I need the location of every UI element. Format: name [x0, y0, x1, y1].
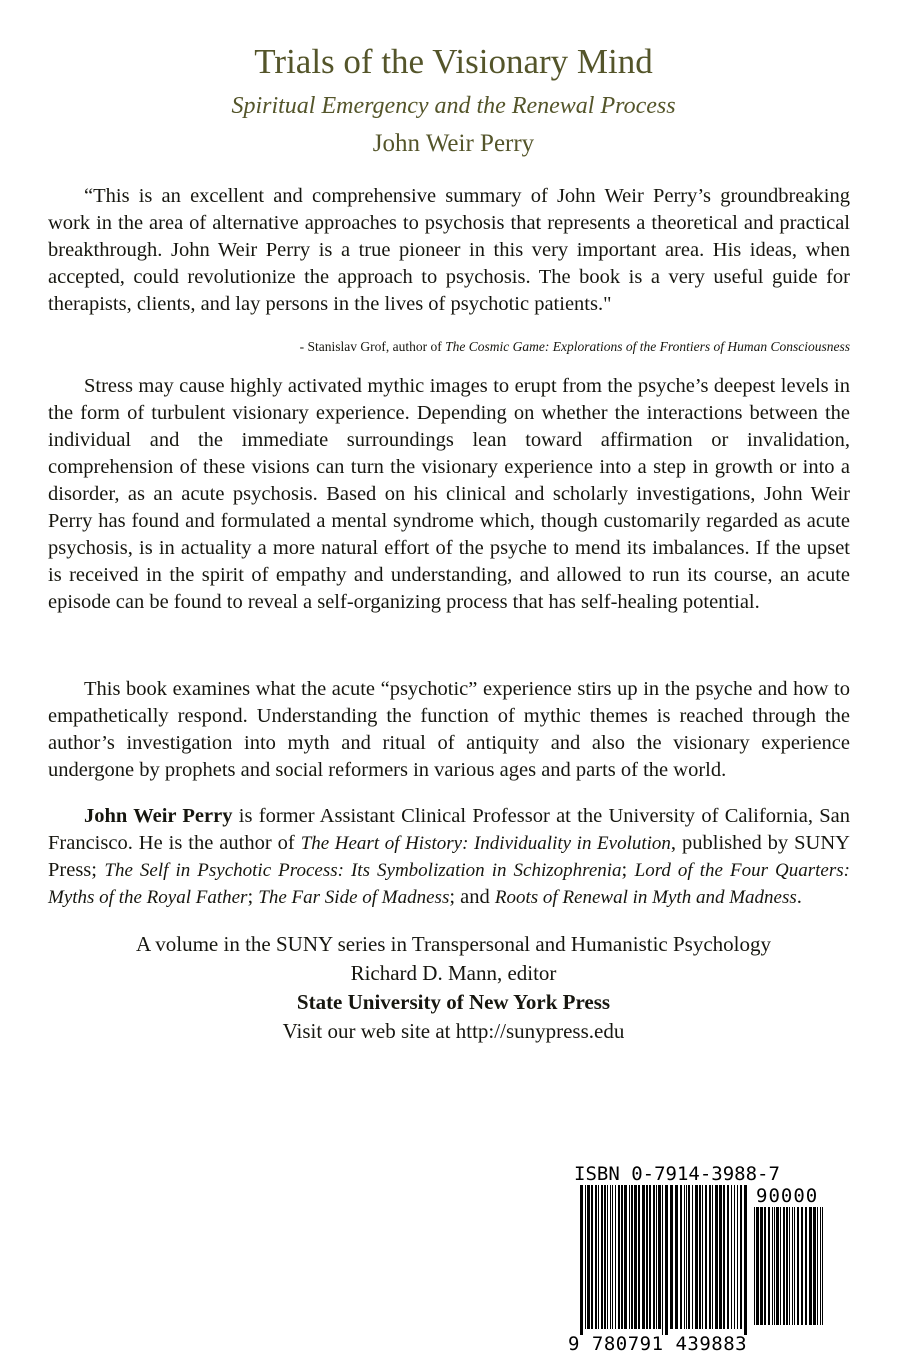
series-editor: Richard D. Mann, editor — [350, 961, 557, 985]
barcode-bar — [699, 1185, 701, 1329]
barcode-bar — [688, 1185, 690, 1329]
barcode-bar — [656, 1185, 657, 1329]
barcode-bar — [612, 1185, 613, 1329]
endorsement-quote: “This is an excellent and comprehensive summary of John Weir Perry’s groundbreaking work in the area of alternative approaches to psychosis that represents a theoretical and practical breakthrough. John Weir Perry is a true pioneer in this very important area. His ideas, when accepted, could revolutionize the approach to psychosis. The book is a very useful guide for therapists, clients, and lay persons in the lives of psychotic patients." — [48, 185, 850, 315]
barcode-bar — [705, 1185, 707, 1329]
description-paragraph-1: Stress may cause highly activated mythic images to erupt from the psyche’s deepest levels in the form of turbulent visionary experience. Depending on whether the interactions between the individual and the immediate surroundings lean toward affirmation or invalidation, comprehension of these visions can turn the visionary experience into a step in growth or into a disorder, as an acute psychosis. Based on his clinical and scholarly investigations, John Weir Perry has found and formulated a mental syndrome which, though customarily regarded as acute psychosis, is in actuality a more natural effort of the psyche to mend its imbalances. If the upset is received in the spirit of empathy and understanding, and allowed to run its course, an acute episode can be found to reveal a self-organizing process that has self-healing potential. — [48, 375, 850, 613]
barcode-bar — [727, 1185, 729, 1329]
barcode-bar — [740, 1185, 742, 1329]
barcode-bar — [634, 1185, 637, 1329]
ean-number: 9 780791 439883 — [568, 1333, 748, 1355]
barcode-bar — [786, 1207, 788, 1325]
series-statement: A volume in the SUNY series in Transpersonal and Humanistic Psychology — [135, 932, 771, 956]
bio-text: . — [796, 886, 802, 908]
barcode-bar — [587, 1185, 590, 1329]
bio-text: ; and — [449, 886, 495, 908]
bio-text: is former Assistant Clinical Professor at the University of California, San Francisco. He is the author of — [48, 805, 850, 854]
book-title: Trials of the Visionary Mind — [254, 42, 653, 81]
bio-book-title: Lord of the Four Quarters: Myths of the Royal Father — [48, 860, 850, 908]
barcode-bar — [684, 1185, 685, 1329]
bio-book-title: Roots of Renewal in Myth and Madness — [494, 887, 797, 908]
barcode-bar — [715, 1185, 718, 1329]
barcode-bar — [817, 1207, 818, 1325]
barcode-bar — [820, 1207, 821, 1325]
barcode-bar — [783, 1207, 785, 1325]
barcode-bar — [695, 1185, 698, 1329]
bio-book-title: The Heart of History: Individuality in Evolution — [300, 833, 671, 854]
barcode-bar — [653, 1185, 655, 1329]
barcode-bar — [580, 1185, 583, 1335]
barcode-bar — [801, 1207, 803, 1325]
barcode-bar — [723, 1185, 725, 1329]
publisher-name: State University of New York Press — [296, 990, 611, 1014]
barcode-bar — [646, 1185, 648, 1329]
barcode-bar — [595, 1185, 597, 1329]
barcode-bar — [776, 1207, 779, 1325]
barcode-bar — [680, 1185, 682, 1329]
book-author: John Weir Perry — [372, 130, 535, 157]
bio-text: , published by SUNY Press; — [48, 832, 850, 881]
author-bio — [48, 803, 850, 911]
barcode-bar — [768, 1207, 770, 1325]
barcode-bar — [794, 1207, 795, 1325]
barcode-bar — [631, 1185, 633, 1329]
barcode-bar — [822, 1207, 823, 1325]
barcode-bar — [754, 1207, 755, 1325]
barcode-bar — [665, 1185, 668, 1335]
barcode-bar — [598, 1185, 599, 1329]
barcode-bar — [658, 1185, 661, 1329]
barcode-bar — [585, 1185, 586, 1329]
barcode-bar — [772, 1207, 773, 1325]
isbn-barcode — [568, 1163, 831, 1359]
barcode-bar — [621, 1185, 623, 1329]
attribution-book-title: The Cosmic Game: Explorations of the Frontiers of Human Consciousness — [445, 339, 850, 354]
barcode-bar — [797, 1207, 799, 1325]
barcode-bar — [760, 1207, 763, 1325]
barcode-bar — [618, 1185, 620, 1329]
barcode-bar — [719, 1185, 722, 1329]
bio-book-title: The Far Side of Madness — [258, 887, 450, 908]
barcode-bar — [737, 1185, 738, 1329]
barcode-bar — [649, 1185, 651, 1329]
barcode-bar — [809, 1207, 812, 1325]
barcode-bar — [615, 1185, 616, 1329]
barcode-bar — [662, 1185, 663, 1335]
barcode-bar — [702, 1185, 703, 1329]
barcode-bar — [731, 1185, 732, 1329]
barcode-bar — [638, 1185, 640, 1329]
barcode-bar — [607, 1185, 608, 1329]
barcode-bar — [692, 1185, 693, 1329]
barcode-bar — [675, 1185, 678, 1329]
barcode-bar — [734, 1185, 735, 1329]
barcode-bar — [774, 1207, 775, 1325]
barcode-bar — [805, 1207, 807, 1325]
barcode-bar — [670, 1185, 673, 1329]
endorsement-attribution — [48, 337, 850, 357]
barcode-bar — [712, 1185, 713, 1329]
barcode-bar — [744, 1185, 747, 1335]
price-code: 90000 — [756, 1185, 819, 1207]
barcode-bar — [601, 1185, 603, 1329]
barcode-bar — [624, 1185, 627, 1329]
bio-text: ; — [247, 886, 259, 908]
barcode-bar — [792, 1207, 793, 1325]
book-subtitle: Spiritual Emergency and the Renewal Process — [231, 93, 676, 119]
bio-text: ; — [621, 859, 635, 881]
barcode-bar — [813, 1207, 816, 1325]
ean-barcode-bars — [580, 1185, 748, 1335]
barcode-bar — [764, 1207, 766, 1325]
attribution-prefix: - Stanislav Grof, author of — [299, 339, 446, 354]
bio-author-name: John Weir Perry — [84, 805, 233, 827]
barcode-bar — [780, 1207, 781, 1325]
isbn-number: ISBN 0-7914-3988-7 — [574, 1163, 780, 1185]
barcode-bar — [686, 1185, 687, 1329]
barcode-bar — [591, 1185, 593, 1329]
description-paragraph-2: This book examines what the acute “psychotic” experience stirs up in the psyche and how to empathetically respond. Understanding the function of mythic themes is reached through the author’s investigation into myth and ritual of antiquity and also the visionary experience undergone by prophets and social reformers in various ages and parts of the world. — [48, 678, 850, 781]
barcode-bar — [604, 1185, 606, 1329]
barcode-bar — [610, 1185, 611, 1329]
barcode-bar — [709, 1185, 711, 1329]
bio-book-title: The Self in Psychotic Process: Its Symbolization in Schizophrenia — [104, 860, 622, 881]
barcode-bar — [789, 1207, 790, 1325]
addon-barcode-bars — [754, 1207, 826, 1331]
publisher-website: Visit our web site at http://sunypress.edu — [282, 1019, 625, 1043]
barcode-bar — [629, 1185, 630, 1329]
barcode-bar — [756, 1207, 759, 1325]
barcode-bar — [642, 1185, 645, 1329]
